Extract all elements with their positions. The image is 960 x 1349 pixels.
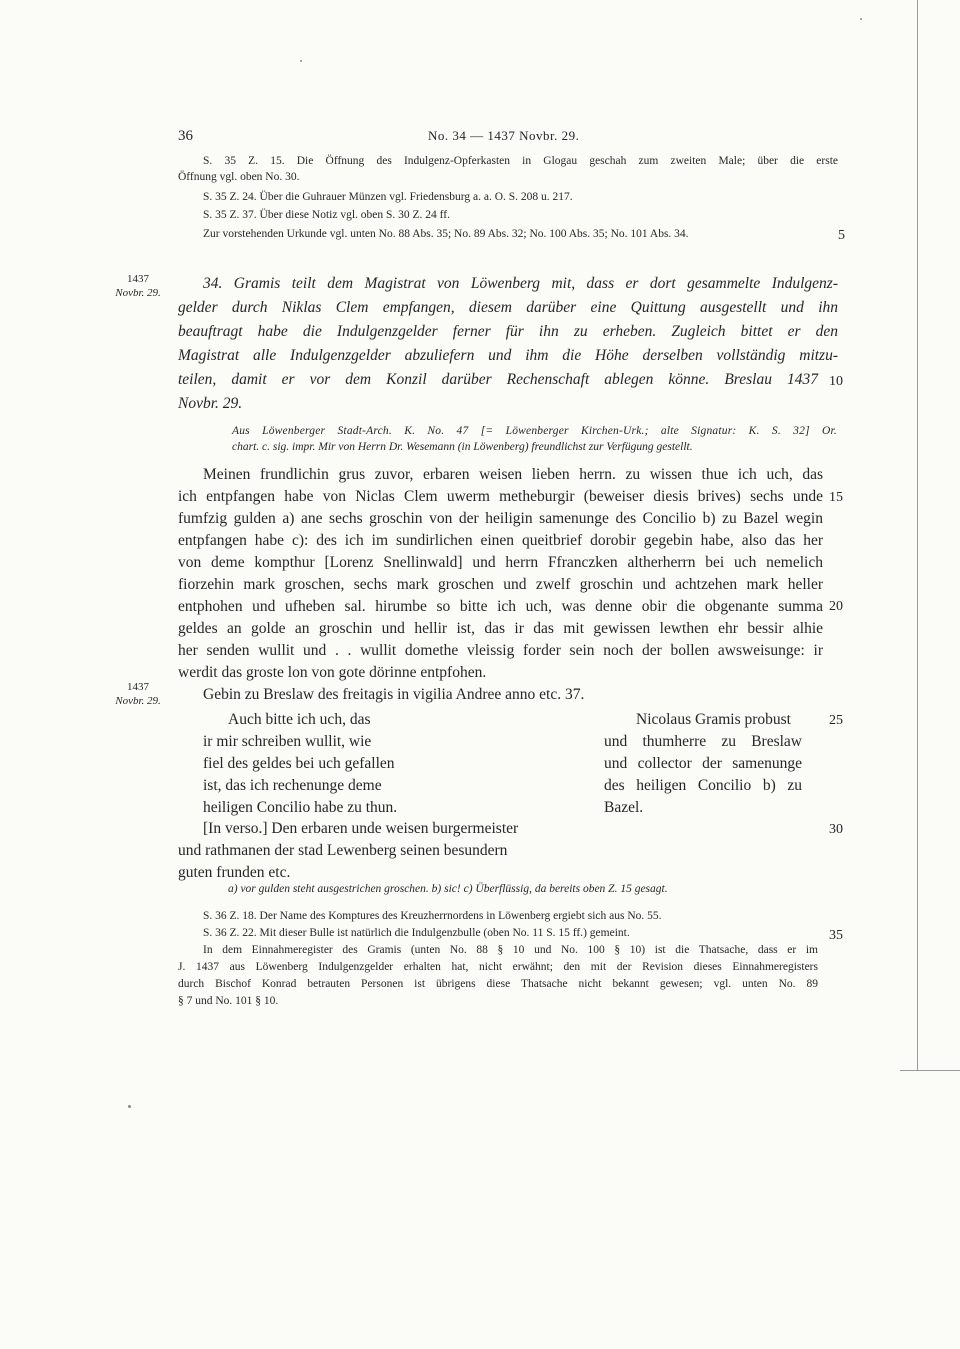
bottom-note-line: durch Bischof Konrad betrauten Personen ist übrigens diese Thatsache nicht bekannt gewesen; vgl. unten No. 89 [178,978,818,990]
postscript-line: heiligen Concilio habe zu thun. [203,799,398,816]
letter-line: werdit das groste lon von gote dörinne entpfohen. [178,664,487,681]
margin-date-day: Novbr. 29. [115,695,161,707]
source-line: chart. c. sig. impr. Mir von Herrn Dr. Wesemann (in Löwenberg) freundlichst zur Verfügung gestellt. [232,441,693,453]
page-number: 36 [178,128,193,144]
regest-line: beauftragt habe die Indulgenzgelder ferner für ihn zu erheben. Zugleich bittet er den [178,323,838,340]
postscript-line: ir mir schreiben wullit, wie [203,733,372,750]
line-number: 35 [829,928,843,943]
verso-line: [In verso.] Den erbaren unde weisen burgermeister [203,820,519,837]
critical-footnote: a) vor gulden steht ausgestrichen groschen. b) sic! c) Überflüssig, da bereits oben Z. 15 gesagt. [228,883,668,895]
bottom-note-line: § 7 und No. 101 § 10. [178,995,279,1007]
source-line: Aus Löwenberger Stadt-Arch. K. No. 47 [= Löwenberger Kirchen-Urk.; alte Signatur: K. S. 32] Or. [232,425,837,437]
signature-line: Nicolaus Gramis probust [636,711,791,728]
letter-line: fumfzig gulden a) ane sechs groschin von der heiligin samenunge des Concilio b) zu Bazel wegin [178,510,823,527]
postscript-line: fiel des geldes bei uch gefallen [203,755,395,772]
top-note-line: Öffnung vgl. oben No. 30. [178,171,300,183]
letter-line: von deme kompthur [Lorenz Snellinwald] und herrn Ffranczken altherherrn bei uch nemelich [178,554,823,571]
margin-date [108,272,168,300]
regest-line: Novbr. 29. [178,395,243,412]
scan-speck [300,60,302,62]
signature-line: Bazel. [604,799,644,816]
letter-line: her senden wullit und . . wullit domethe vleissig forder sein noch der bollen awsweisunge: ir [178,642,823,659]
top-note-line: Zur vorstehenden Urkunde vgl. unten No. 88 Abs. 35; No. 89 Abs. 32; No. 100 Abs. 35; No. 101 Abs. 34. [203,228,689,240]
postscript-line: ist, das ich rechenunge deme [203,777,382,794]
letter-line: fiorzehin mark groschen, sechs mark groschen und zwelf groschin und achtzehen mark heller [178,576,823,593]
letter-line: geldes an golde an groschin und hellir ist, das ir das mit gewissen lewthen ehr bessir alhie [178,620,823,637]
bottom-note-line: S. 36 Z. 22. Mit dieser Bulle ist natürlich die Indulgenzbulle (oben No. 11 S. 15 ff.) gemeint. [203,927,630,939]
line-number: 15 [829,490,843,505]
top-note-line: S. 35 Z. 37. Über diese Notiz vgl. oben S. 30 Z. 24 ff. [203,209,451,221]
margin-date-day: Novbr. 29. [115,287,161,299]
signature-line: und thumherre zu Breslaw [604,733,802,750]
line-number: 25 [829,713,843,728]
running-title: No. 34 — 1437 Novbr. 29. [428,128,580,143]
signature-line: des heiligen Concilio b) zu [604,777,802,794]
regest-line: gelder durch Niklas Clem empfangen, diesem darüber eine Quittung ausgestellt und ihn [178,299,838,316]
margin-date-year: 1437 [127,681,149,693]
line-number: 5 [838,228,845,243]
verso-line: und rathmanen der stad Lewenberg seinen besundern [178,842,508,859]
bottom-note-line: In dem Einnahmeregister des Gramis (unten No. 88 § 10 und No. 100 § 10) ist die Thatsache, dass er im [203,944,818,956]
regest-line: teilen, damit er vor dem Konzil darüber Rechenschaft ablegen könne. Breslau 1437 [178,371,818,388]
line-number: 20 [829,599,843,614]
scan-speck [128,1105,131,1108]
top-note-line: S. 35 Z. 24. Über die Guhrauer Münzen vgl. Friedensburg a. a. O. S. 208 u. 217. [203,191,573,203]
line-number: 10 [829,374,843,389]
regest-line: 34. Gramis teilt dem Magistrat von Löwenberg mit, dass er dort gesammelte Indulgenz- [203,275,838,292]
bottom-note-line: J. 1437 aus Löwenberg Indulgenzgelder erhalten hat, nicht erwähnt; den mit der Revision dieses Einnahmeregisters [178,961,818,973]
verso-line: guten frunden etc. [178,864,291,881]
regest-line: Magistrat alle Indulgenzgelder abzuliefern und ihm die Höhe derselben vollständig mitzu- [178,347,838,364]
scan-edge-foot [900,1070,960,1071]
margin-date [108,680,168,708]
letter-dating-line: Gebin zu Breslaw des freitagis in vigilia Andree anno etc. 37. [203,686,585,703]
scan-speck [860,18,862,20]
letter-line: entphohen und ufheben sal. hirumbe so bitte ich uch, was denne obir die obgenante summa [178,598,823,615]
scan-edge-line [917,0,918,1070]
top-note-line: S. 35 Z. 15. Die Öffnung des Indulgenz-Opferkasten in Glogau geschah zum zweiten Male; über die erste [203,155,838,167]
letter-line: Meinen frundlichin grus zuvor, erbaren weisen lieben herrn. zu wissen thue ich uch, das [203,466,823,483]
postscript-line: Auch bitte ich uch, das [228,711,371,728]
margin-date-year: 1437 [127,273,149,285]
letter-line: ich entpfangen habe von Niclas Clem uwerm metheburgir (beweiser diesis brives) sechs unde [178,488,823,505]
signature-line: und collector der samenunge [604,755,802,772]
line-number: 30 [829,822,843,837]
letter-line: entpfangen habe c): des ich im sundirlichen einen queitbrief dorobir gegebin habe, also das her [178,532,823,549]
bottom-note-line: S. 36 Z. 18. Der Name des Komptures des Kreuzherrnordens in Löwenberg ergiebt sich aus No. 55. [203,910,662,922]
